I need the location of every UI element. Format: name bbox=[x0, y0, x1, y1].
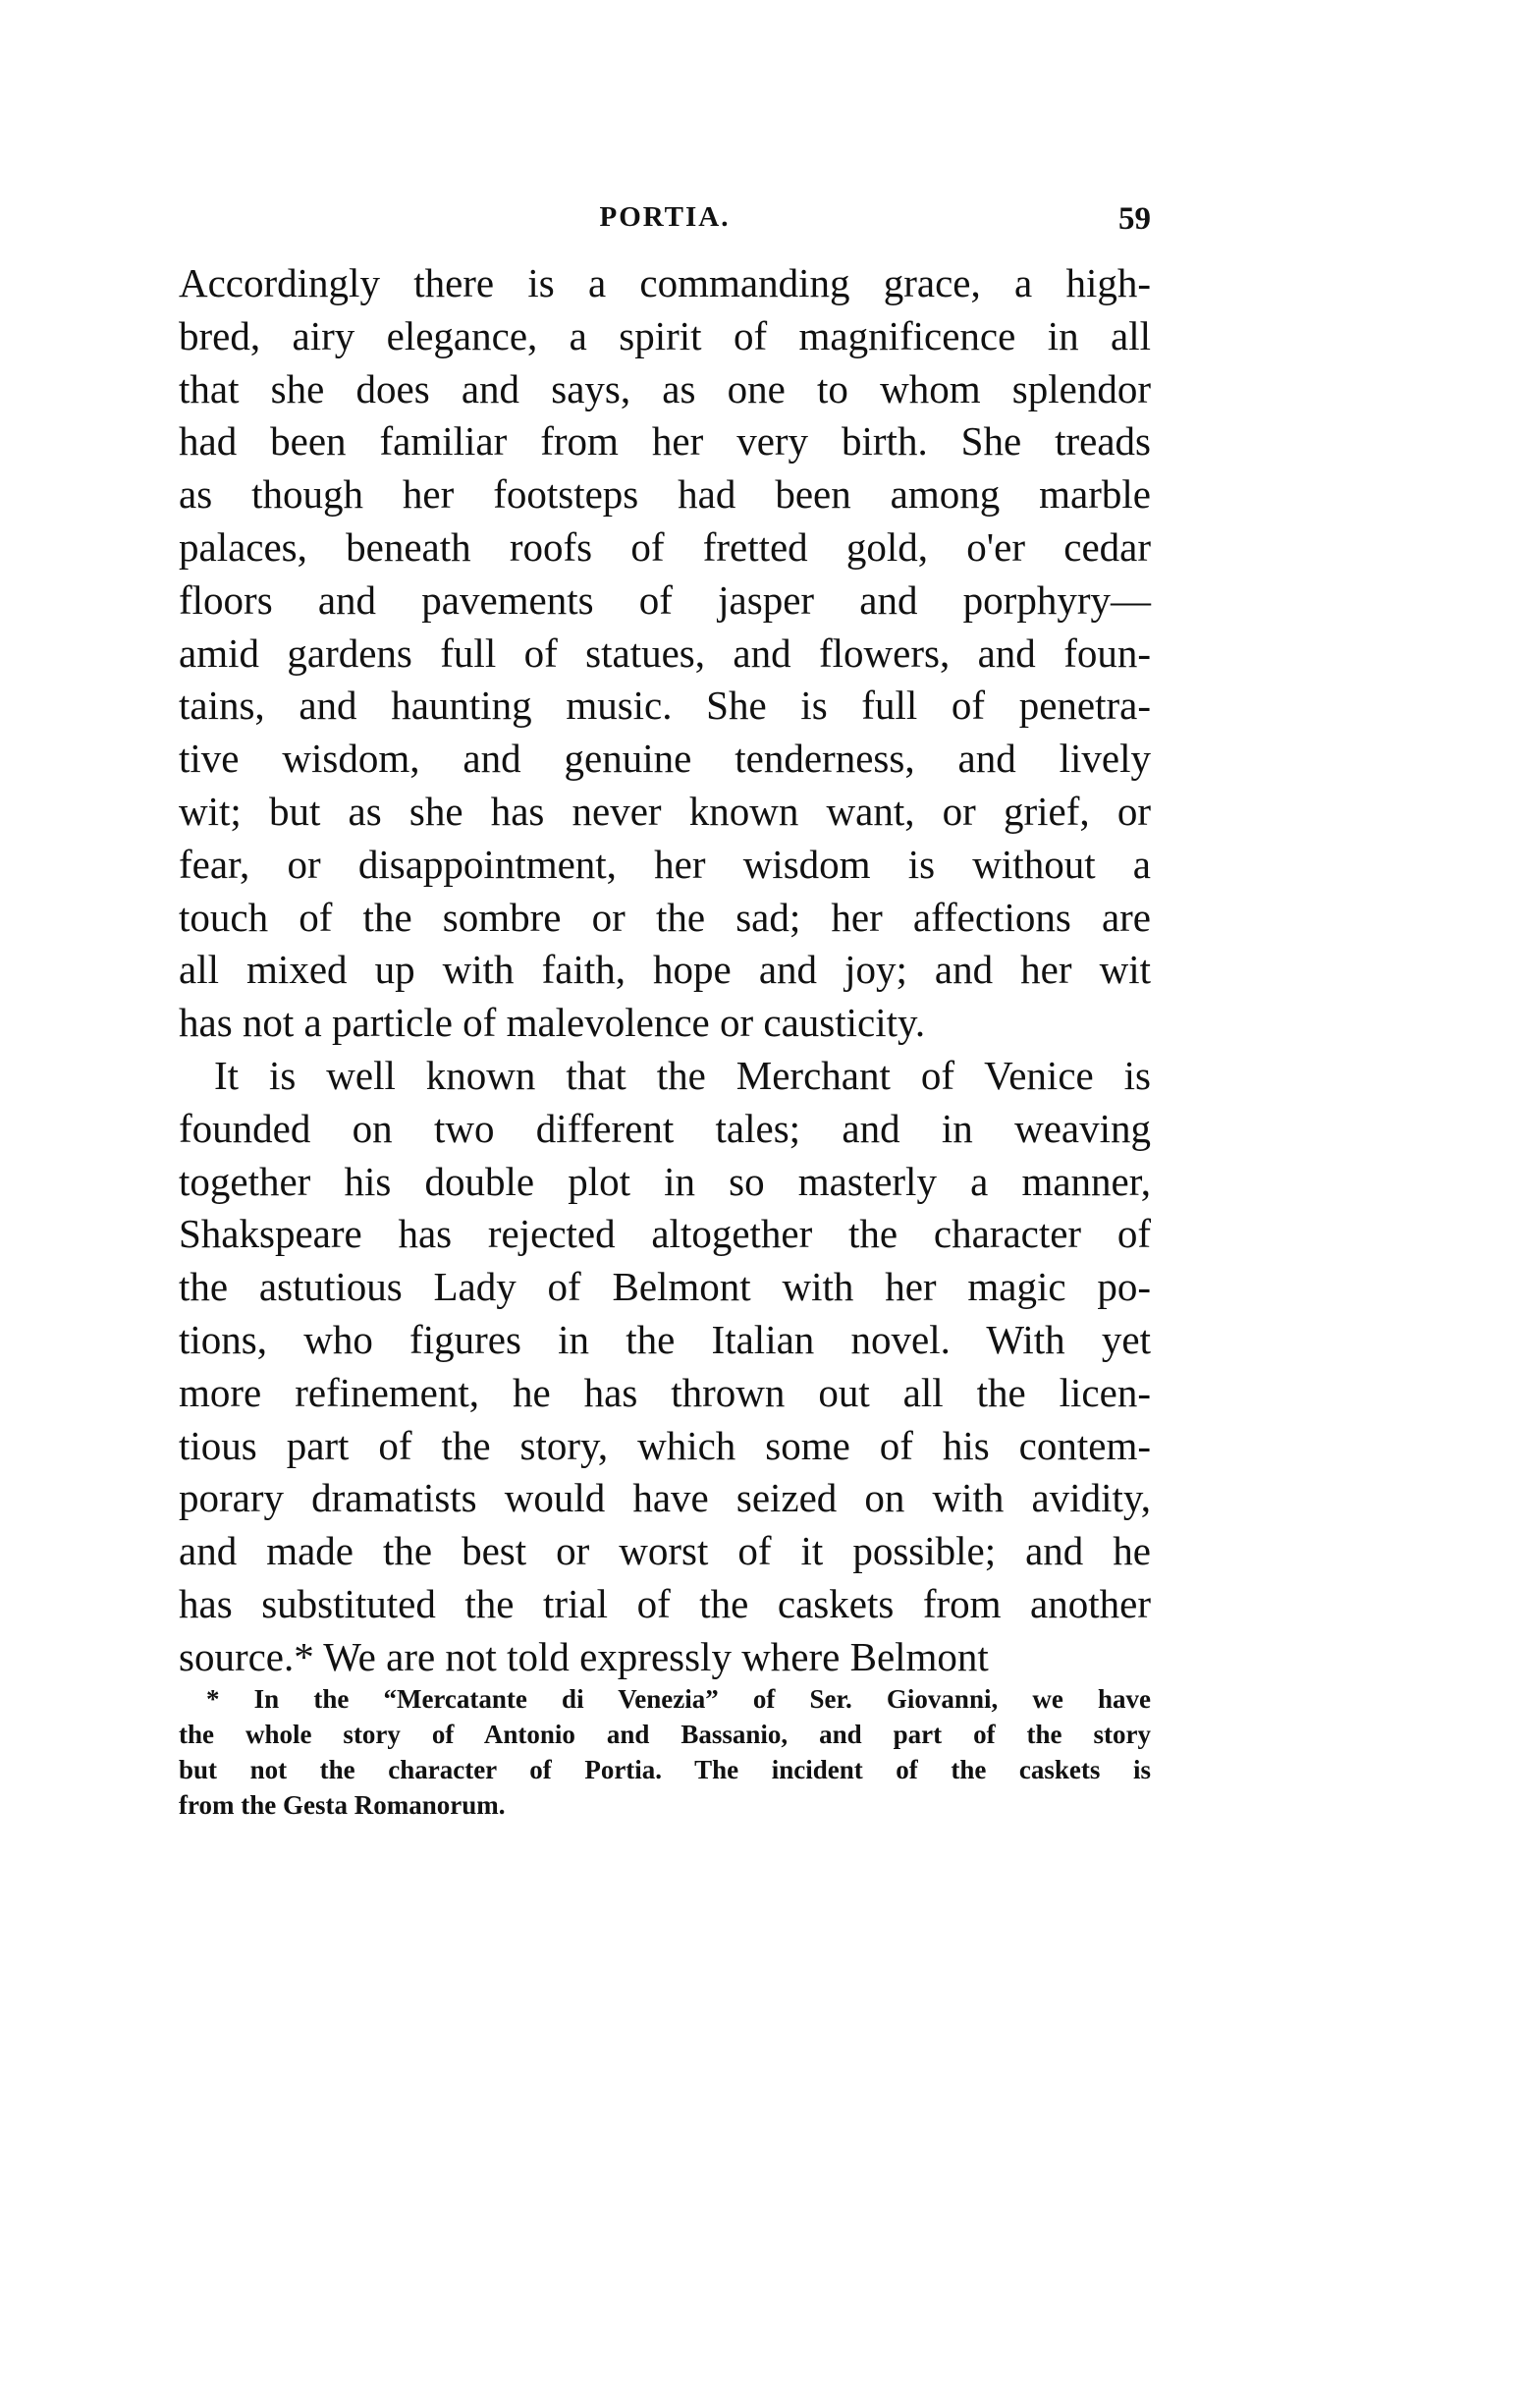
footnote bbox=[179, 1681, 1151, 1823]
text-line: tive wisdom, and genuine tenderness, and lively bbox=[179, 736, 1151, 782]
text-line: porary dramatists would have seized on with avidity, bbox=[179, 1475, 1151, 1521]
text-line: that she does and says, as one to whom splendor bbox=[179, 365, 1151, 411]
text-line: founded on two different tales; and in weaving bbox=[179, 1105, 1151, 1151]
text-line: and made the best or worst of it possible; and he bbox=[179, 1528, 1151, 1574]
footnote-line: the whole story of Antonio and Bassanio, and part of the story bbox=[179, 1720, 1151, 1749]
text-line: fear, or disappointment, her wisdom is without a bbox=[179, 841, 1151, 887]
text-line: more refinement, he has thrown out all the licen- bbox=[179, 1369, 1151, 1415]
footnote-line: from the Gesta Romanorum. bbox=[179, 1790, 506, 1820]
text-line: has substituted the trial of the caskets from another bbox=[179, 1580, 1151, 1626]
text-line: It is well known that the Merchant of Venice is bbox=[214, 1052, 1151, 1098]
text-line: Accordingly there is a commanding grace, a high- bbox=[179, 260, 1151, 305]
text-line: floors and pavements of jasper and porphyry— bbox=[179, 576, 1151, 623]
footnote-line: but not the character of Portia. The incident of the caskets is bbox=[179, 1755, 1151, 1784]
text-line: has not a particle of malevolence or causticity. bbox=[179, 1000, 926, 1046]
text-line: amid gardens full of statues, and flowers, and foun- bbox=[179, 629, 1151, 676]
text-line: tious part of the story, which some of his contem- bbox=[179, 1422, 1151, 1468]
text-line: all mixed up with faith, hope and joy; and her wit bbox=[179, 947, 1151, 993]
body-text bbox=[179, 257, 1151, 1684]
text-line: tions, who figures in the Italian novel. With yet bbox=[179, 1316, 1151, 1362]
text-line: as though her footsteps had been among marble bbox=[179, 471, 1151, 518]
text-line: bred, airy elegance, a spirit of magnificence in all bbox=[179, 312, 1151, 358]
page-number: 59 bbox=[1118, 201, 1151, 237]
page-header bbox=[179, 201, 1151, 250]
text-line: source.* We are not told expressly where Belmont bbox=[179, 1633, 989, 1679]
text-line: Shakspeare has rejected altogether the character of bbox=[179, 1211, 1151, 1257]
running-title: PORTIA. bbox=[599, 201, 731, 233]
text-line: together his double plot in so masterly a manner, bbox=[179, 1158, 1151, 1204]
text-line: wit; but as she has never known want, or grief, or bbox=[179, 788, 1151, 834]
text-line: the astutious Lady of Belmont with her magic po- bbox=[179, 1264, 1151, 1310]
text-line: palaces, beneath roofs of fretted gold, o'er cedar bbox=[179, 523, 1151, 570]
text-line: had been familiar from her very birth. She treads bbox=[179, 418, 1151, 465]
footnote-line: * In the “Mercatante di Venezia” of Ser. Giovanni, we have bbox=[206, 1684, 1151, 1714]
text-line: tains, and haunting music. She is full of penetra- bbox=[179, 683, 1151, 729]
text-line: touch of the sombre or the sad; her affections are bbox=[179, 894, 1151, 940]
